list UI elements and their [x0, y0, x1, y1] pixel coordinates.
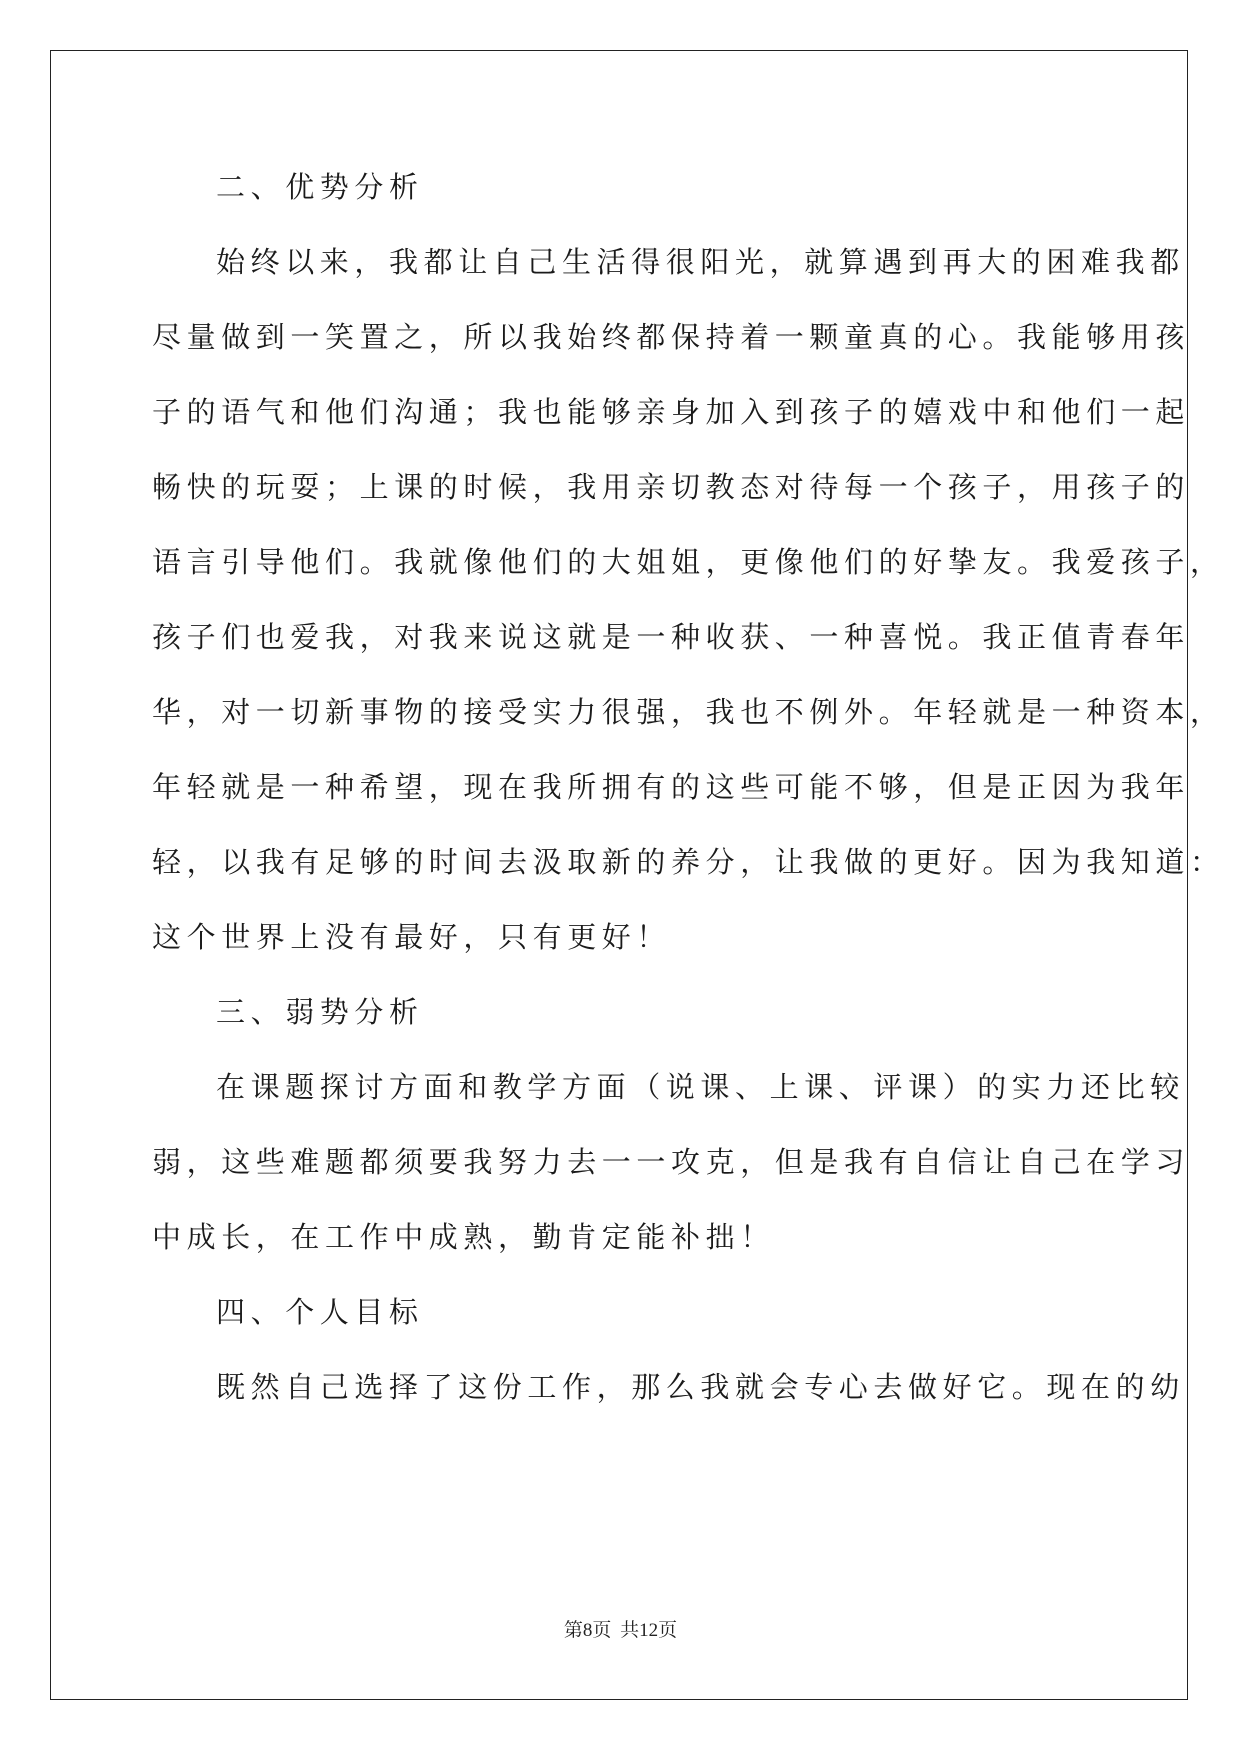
paragraph-line: 语言引导他们。我就像他们的大姐姐，更像他们的好挚友。我爱孩子， [152, 545, 1225, 579]
paragraph-line: 畅快的玩耍；上课的时候，我用亲切教态对待每一个孩子，用孩子的 [152, 470, 1191, 504]
paragraph-line: 这个世界上没有最好，只有更好！ [152, 920, 672, 954]
paragraph-line: 孩子们也爱我，对我来说这就是一种收获、一种喜悦。我正值青春年 [152, 620, 1191, 654]
document-body [152, 150, 1225, 1425]
page-total: 共12页 [620, 1620, 678, 1641]
paragraph-line: 既然自己选择了这份工作，那么我就会专心去做好它。现在的幼 [216, 1370, 1185, 1404]
paragraph-line: 年轻就是一种希望，现在我所拥有的这些可能不够，但是正因为我年 [152, 770, 1191, 804]
page-footer [0, 1615, 1241, 1642]
heading-advantages: 二、优势分析 [216, 170, 424, 204]
paragraph-line: 中成长，在工作中成熟，勤肯定能补拙！ [152, 1220, 775, 1254]
paragraph-line: 子的语气和他们沟通；我也能够亲身加入到孩子的嬉戏中和他们一起 [152, 395, 1191, 429]
paragraph-line: 始终以来，我都让自己生活得很阳光，就算遇到再大的困难我都 [216, 245, 1185, 279]
paragraph-line: 轻，以我有足够的时间去汲取新的养分，让我做的更好。因为我知道： [152, 845, 1225, 879]
paragraph-line: 弱，这些难题都须要我努力去一一攻克，但是我有自信让自己在学习 [152, 1145, 1191, 1179]
page-number: 第8页 [563, 1620, 612, 1641]
paragraph-line: 尽量做到一笑置之，所以我始终都保持着一颗童真的心。我能够用孩 [152, 320, 1191, 354]
heading-weaknesses: 三、弱势分析 [216, 995, 424, 1029]
heading-personal-goals: 四、个人目标 [216, 1295, 424, 1329]
paragraph-line: 在课题探讨方面和教学方面（说课、上课、评课）的实力还比较 [216, 1070, 1185, 1104]
paragraph-line: 华，对一切新事物的接受实力很强，我也不例外。年轻就是一种资本， [152, 695, 1225, 729]
